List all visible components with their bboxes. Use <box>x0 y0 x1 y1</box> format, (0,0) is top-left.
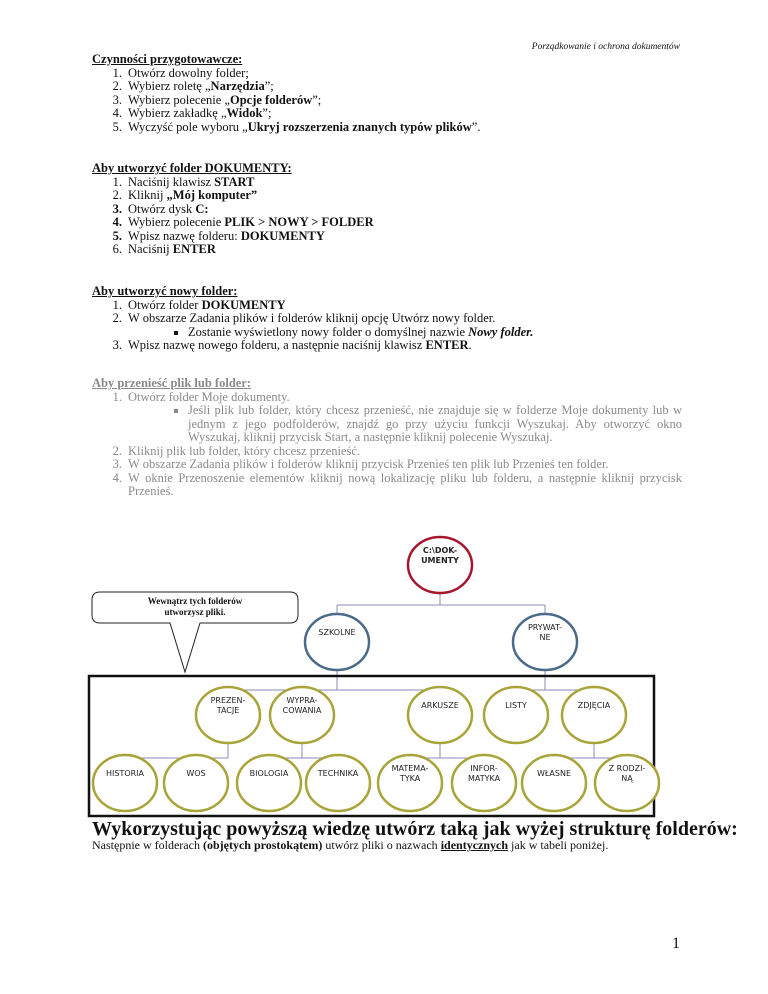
node-label: INFOR- <box>470 764 498 773</box>
folder-node <box>513 614 577 670</box>
list-item: 1. Otwórz folder Moje dokumenty. <box>112 389 290 404</box>
list-item: 2. W obszarze Zadania plików i folderów kliknij opcję Utwórz nowy folder. <box>112 311 496 325</box>
folder-node <box>408 687 472 743</box>
section-title: Aby utworzyć nowy folder: <box>92 284 238 298</box>
list-item: 1. Otwórz folder DOKUMENTY <box>112 297 286 312</box>
list-item: 3. Otwórz dysk C: <box>112 201 209 216</box>
list-item: 2. Wybierz roletę „Narzędzia”; <box>112 79 274 93</box>
node-label: WŁASNE <box>537 769 571 778</box>
folder-node <box>378 755 442 811</box>
folder-node <box>306 755 370 811</box>
list-item: 1. Otwórz dowolny folder; <box>112 65 249 80</box>
node-label: NE <box>539 633 551 642</box>
folder-node <box>452 755 516 811</box>
list-item: 2. Kliknij „Mój komputer” <box>112 188 258 202</box>
folder-node <box>595 755 659 811</box>
list-item: 3. Wpisz nazwę nowego folderu, a następnie naciśnij klawisz ENTER. <box>112 338 472 352</box>
page-header: Porządkowanie i ochrona dokumentów <box>531 42 680 52</box>
list-item: 4. W oknie Przenoszenie elementów kliknij nową lokalizację pliku lub folderu, a następnie kliknij przycisk Przenieś. <box>112 470 682 498</box>
node-label: COWANIA <box>282 706 322 715</box>
page-number: 1 <box>672 935 680 952</box>
task-instruction: Następnie w folderach (objętych prostokątem) utwórz pliki o nazwach identycznych jak w tabeli poniżej. <box>92 838 609 852</box>
list-item: 3. W obszarze Zadania plików i folderów kliknij przycisk Przenieś ten plik lub Przenieś ten folder. <box>112 457 609 471</box>
list-item: 1. Naciśnij klawisz START <box>112 174 255 189</box>
node-label: ARKUSZE <box>421 701 459 710</box>
folder-node <box>305 614 369 670</box>
list-item: 4. Wybierz polecenie PLIK > NOWY > FOLDER <box>112 215 374 229</box>
node-label: HISTORIA <box>105 769 145 778</box>
callout-line-1: Wewnątrz tych folderów <box>147 596 243 606</box>
folder-node <box>237 755 301 811</box>
node-label: LISTY <box>505 701 527 710</box>
section-title: Aby utworzyć folder DOKUMENTY: <box>92 161 292 175</box>
task-title: Wykorzystując powyższą wiedzę utwórz taką jak wyżej strukturę folderów: <box>92 818 738 840</box>
folder-node <box>522 755 586 811</box>
node-label: WYPRA- <box>286 696 318 705</box>
node-label: WOS <box>186 769 206 778</box>
node-label: BIOLOGIA <box>249 769 289 778</box>
bullet-item: Zostanie wyświetlony nowy folder o domyślnej nazwie Nowy folder. <box>92 326 692 340</box>
list-item: 5. Wyczyść pole wyboru „Ukryj rozszerzenia znanych typów plików”. <box>112 119 481 134</box>
section-title: Czynności przygotowawcze: <box>92 52 243 66</box>
folder-node <box>484 687 548 743</box>
bullet-item: Jeśli plik lub folder, który chcesz przenieść, nie znajduje się w folderze Moje dokumenty lub w jednym z jego podfolderów, znajdź go przy użyciu funkcji Wyszukaj. Aby otworzyć okno Wyszukaj, kliknij przycisk Start, a następnie kliknij polecenie Wyszukaj. <box>92 404 692 445</box>
folder-node <box>93 755 157 811</box>
node-label: Z RODZI- <box>608 764 646 773</box>
node-label: PRYWAT- <box>527 623 563 632</box>
callout-line-2: utworzysz pliki. <box>164 607 226 617</box>
list-item: 4. Wybierz zakładkę „Widok”; <box>112 106 272 120</box>
list-item: 2. Kliknij plik lub folder, który chcesz przenieść. <box>112 443 361 458</box>
node-label: C:\DOK- <box>422 546 458 555</box>
list-item: 3. Wybierz polecenie „Opcje folderów”; <box>112 92 322 107</box>
node-label: UMENTY <box>421 556 459 565</box>
folder-node <box>164 755 228 811</box>
node-label: TYKA <box>399 774 421 783</box>
node-label: TACJE <box>216 706 240 715</box>
node-label: MATEMA- <box>391 764 429 773</box>
folder-node <box>270 687 334 743</box>
node-label: PREZEN- <box>210 696 246 705</box>
folder-node <box>196 687 260 743</box>
node-label: ZDJĘCIA <box>577 701 611 710</box>
node-label: TECHNIKA <box>317 769 359 778</box>
folder-node-root <box>408 537 472 593</box>
callout-bubble <box>92 592 298 672</box>
list-item: 6. Naciśnij ENTER <box>112 242 216 256</box>
list-item: 5. Wpisz nazwę folderu: DOKUMENTY <box>112 228 325 243</box>
node-label: NĄ <box>621 774 633 783</box>
node-label: MATYKA <box>467 774 501 783</box>
section-title: Aby przenieść plik lub folder: <box>92 376 252 390</box>
node-label: SZKOLNE <box>318 628 356 637</box>
folder-node <box>562 687 626 743</box>
